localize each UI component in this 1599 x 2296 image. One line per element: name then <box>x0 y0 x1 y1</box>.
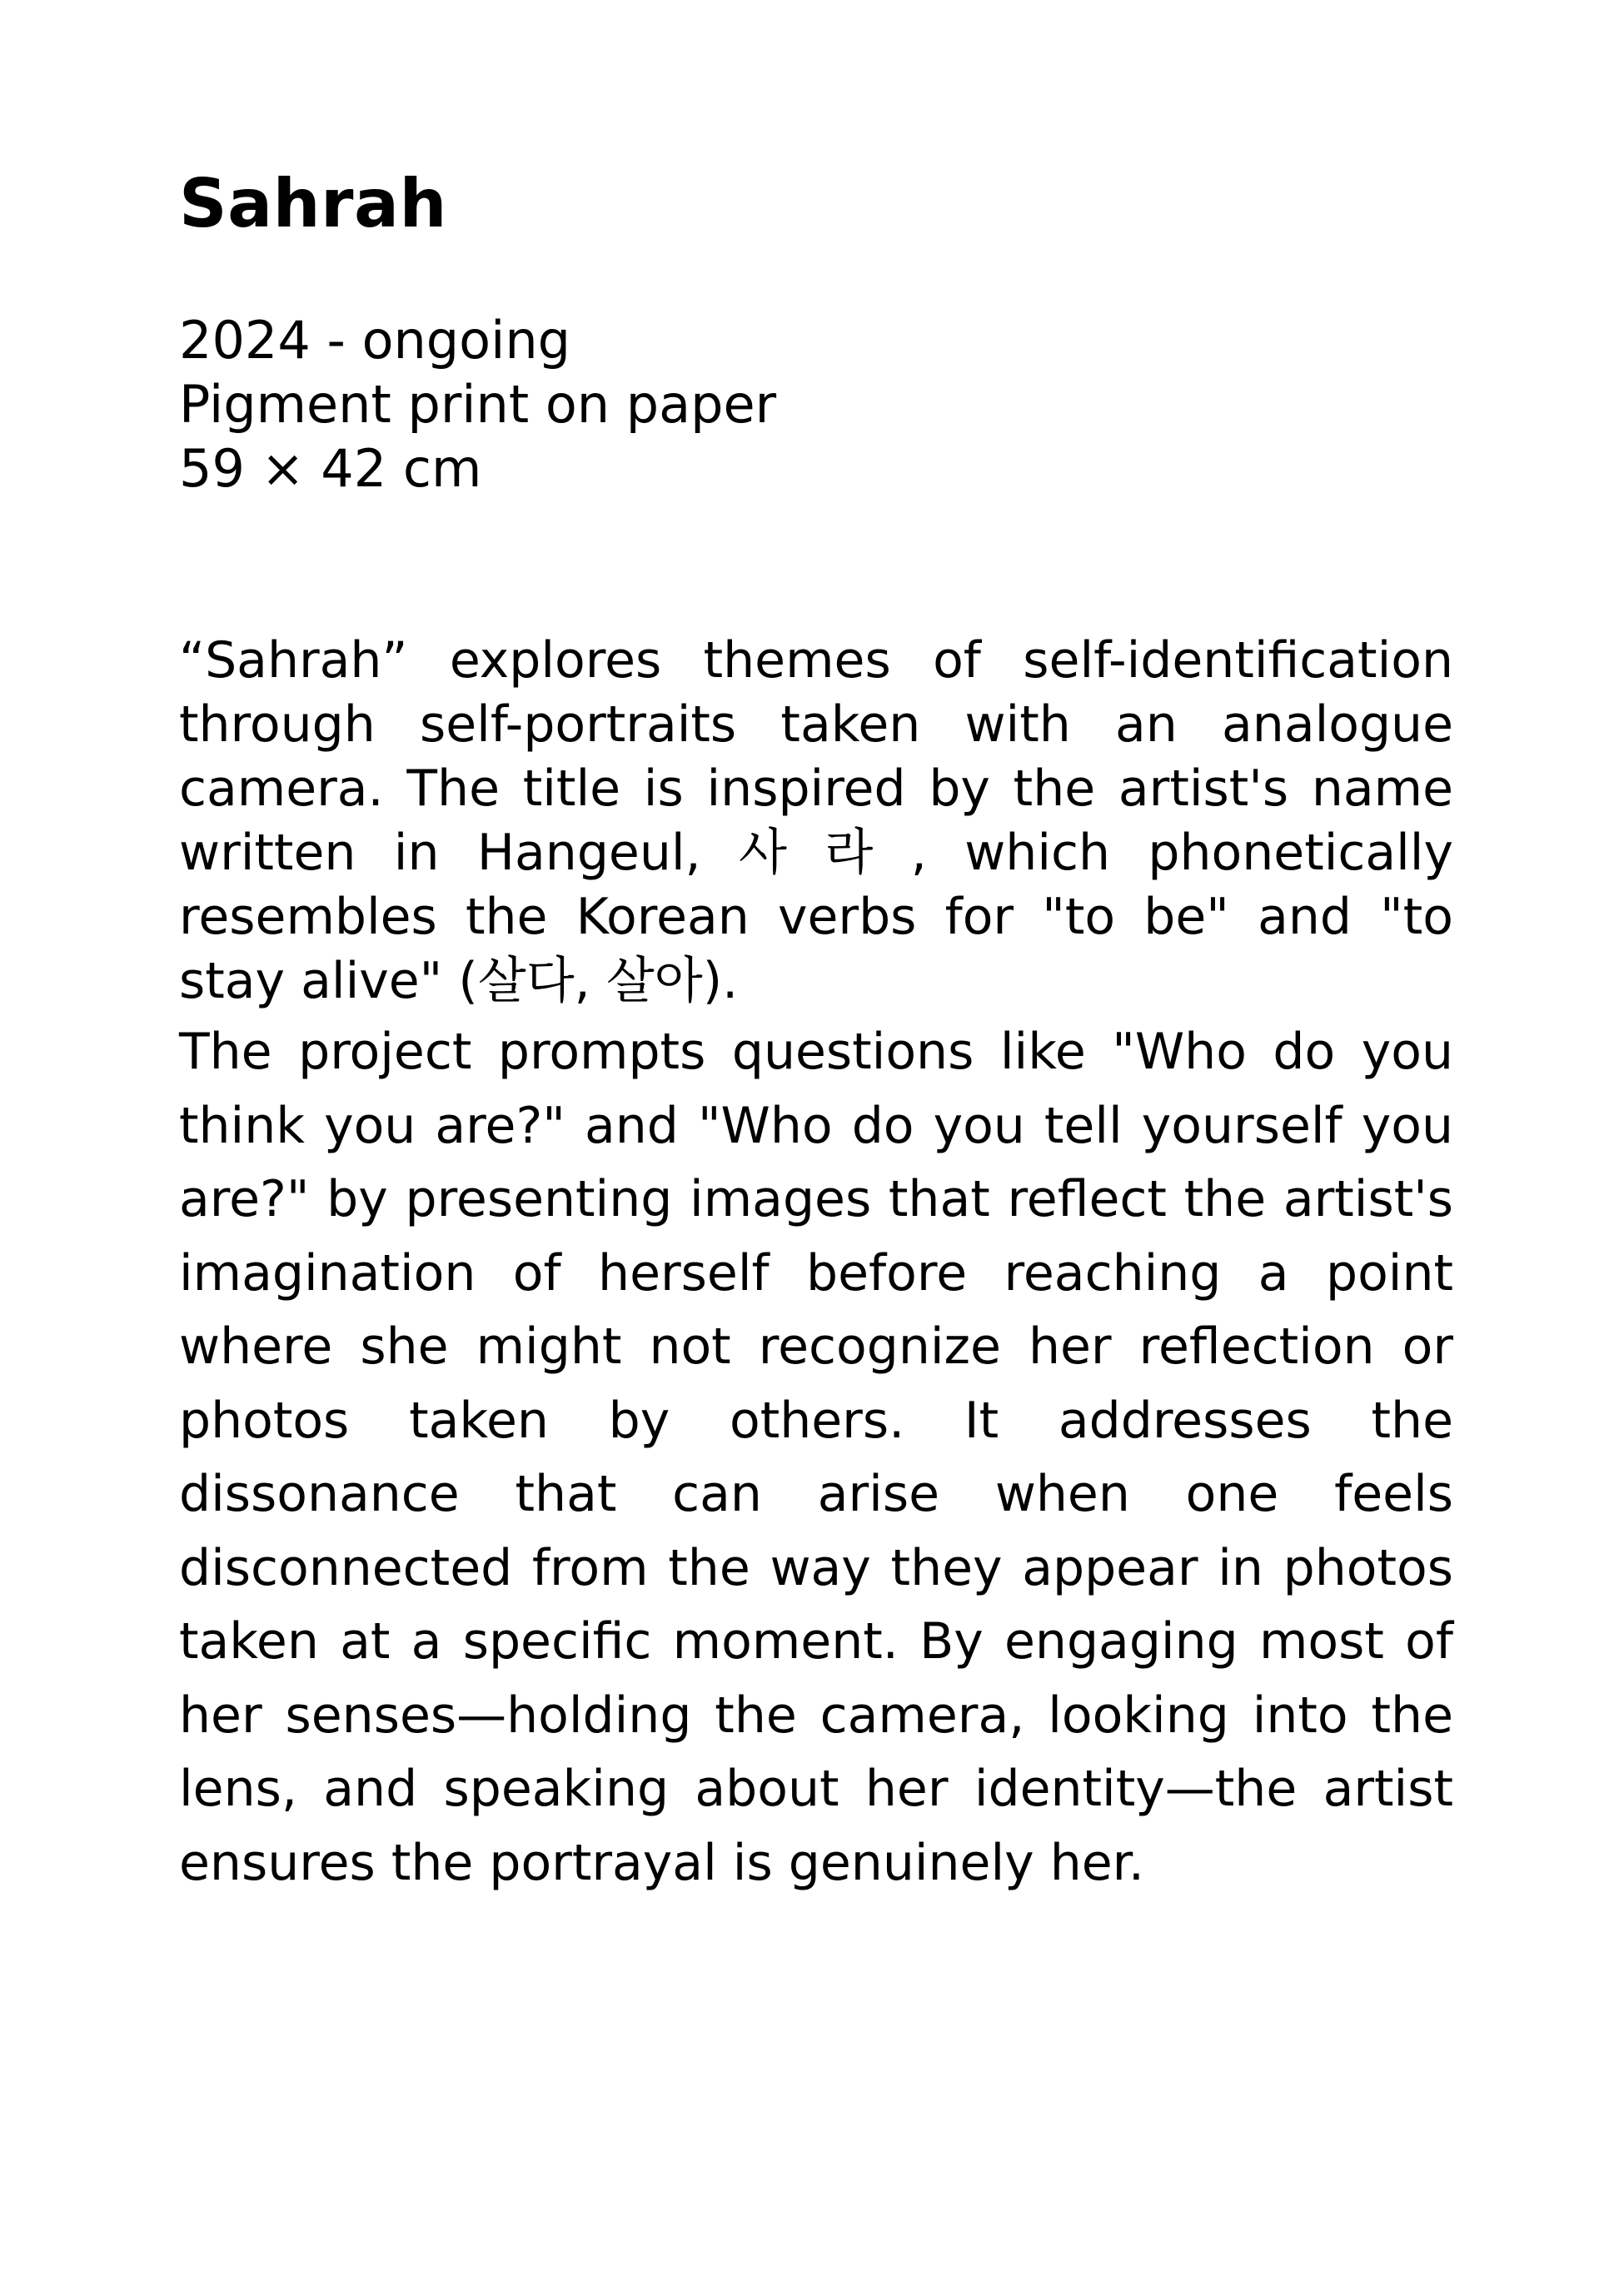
statement-paragraph: The project prompts questions like "Who do you think you are?" and "Who do you tell yourself you are?" by presenting images that reflect the artist's imagination of herself before reaching a point where she might not recognize her reflection or photos taken by others. It addresses the dissonance that can arise when one feels disconnected from the way they appear in photos taken at a specific moment. By engaging most of her senses—holding the camera, looking into the lens, and speaking about her identity—the artist ensures the portrayal is genuinely her. <box>179 1023 1453 1892</box>
artwork-dimensions: 59 × 42 cm <box>179 438 482 499</box>
artwork-title: Sahrah <box>179 165 447 242</box>
artwork-year: 2024 - ongoing <box>179 310 570 371</box>
artwork-details <box>179 308 776 501</box>
artwork-medium: Pigment print on paper <box>179 374 777 435</box>
description-paragraph: “Sahrah” explores themes of self-identification through self-portraits taken with an analogue camera. The title is inspired by the artist's name written in Hangeul, 사 라 , which phonetically resembles the Korean verbs for "to be" and "to stay alive" (살다, 살아). <box>179 631 1453 1010</box>
